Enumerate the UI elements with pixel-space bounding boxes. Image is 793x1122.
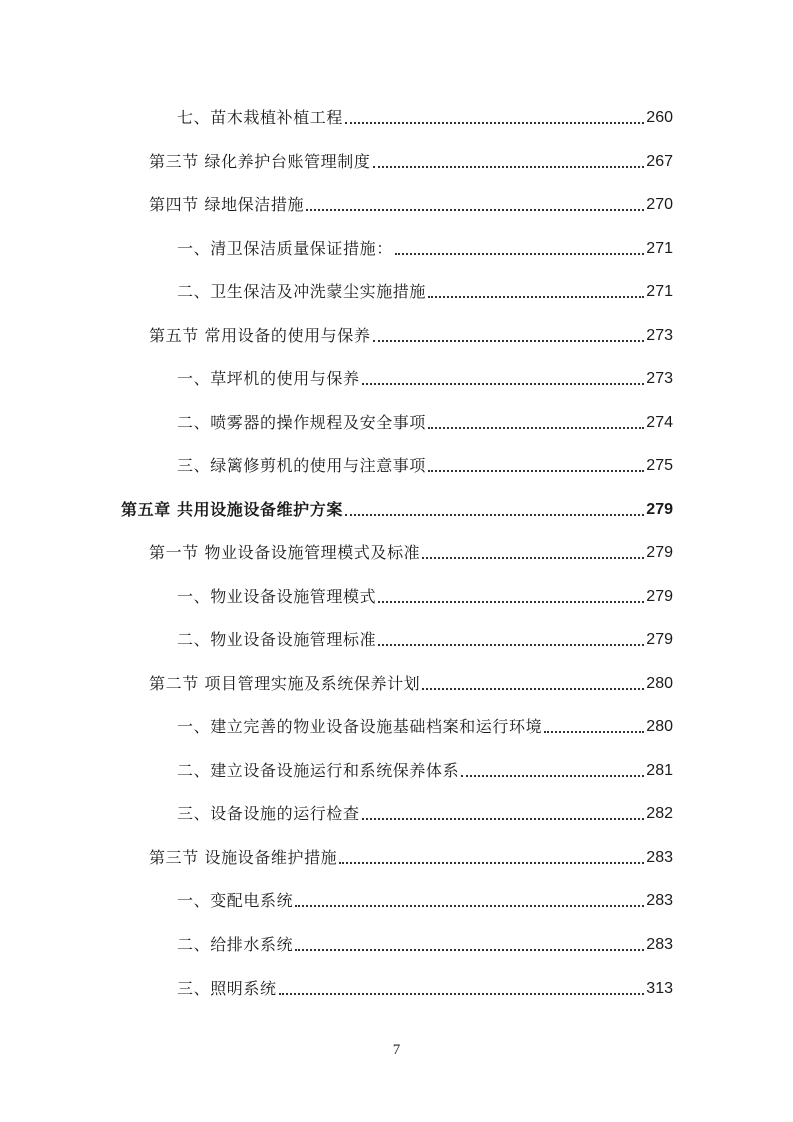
- dot-leader: [279, 993, 645, 995]
- toc-entry-page: 271: [646, 283, 673, 300]
- toc-entry[interactable]: [177, 365, 673, 389]
- dot-leader: [295, 949, 644, 951]
- toc-entry-page: 260: [646, 109, 673, 126]
- toc-entry-page: 275: [646, 457, 673, 474]
- toc-entry-title: 第四节 绿地保洁措施: [149, 195, 305, 214]
- toc-entry[interactable]: [177, 104, 673, 128]
- dot-leader: [461, 775, 644, 777]
- toc-entry-page: 281: [646, 762, 673, 779]
- dot-leader: [362, 818, 645, 820]
- toc-entry-page: 283: [646, 892, 673, 909]
- toc-entry[interactable]: [177, 452, 673, 476]
- dot-leader: [373, 340, 645, 342]
- toc-entry-page: 279: [646, 501, 673, 518]
- toc-entry-page: 267: [646, 153, 673, 170]
- toc-entry[interactable]: [177, 409, 673, 433]
- dot-leader: [362, 383, 645, 385]
- toc-entry[interactable]: [177, 975, 673, 999]
- toc-entry-title: 一、变配电系统: [177, 891, 294, 910]
- toc-entry[interactable]: [177, 931, 673, 955]
- toc-entry-title: 第五章 共用设施设备维护方案: [121, 500, 343, 519]
- toc-entry[interactable]: [149, 148, 673, 172]
- toc-entry[interactable]: [177, 757, 673, 781]
- dot-leader: [422, 688, 644, 690]
- dot-leader: [428, 296, 644, 298]
- toc-entry-title: 第三节 绿化养护台账管理制度: [149, 152, 371, 171]
- toc-entry-title: 七、苗木栽植补植工程: [177, 108, 344, 127]
- toc-entry-title: 一、建立完善的物业设备设施基础档案和运行环境: [177, 717, 543, 736]
- toc-entry-title: 二、物业设备设施管理标准: [177, 630, 377, 649]
- toc-entry[interactable]: [177, 887, 673, 911]
- toc-entry[interactable]: [177, 626, 673, 650]
- toc-entry[interactable]: [177, 800, 673, 824]
- dot-leader: [422, 557, 644, 559]
- toc-entry-title: 第三节 设施设备维护措施: [149, 848, 338, 867]
- toc-entry-page: 271: [646, 240, 673, 257]
- toc-entry-page: 270: [646, 196, 673, 213]
- dot-leader: [544, 731, 644, 733]
- dot-leader: [345, 514, 644, 516]
- toc-entry[interactable]: [149, 844, 673, 868]
- toc-entry-title: 三、设备设施的运行检查: [177, 804, 360, 823]
- toc-entry-title: 第五节 常用设备的使用与保养: [149, 326, 371, 345]
- toc-entry[interactable]: [149, 322, 673, 346]
- dot-leader: [295, 905, 644, 907]
- toc-entry-page: 313: [646, 980, 673, 997]
- toc-entry-page: 279: [646, 544, 673, 561]
- toc-entry[interactable]: [149, 191, 673, 215]
- toc-entry[interactable]: [177, 583, 673, 607]
- toc-entry-title: 二、喷雾器的操作规程及安全事项: [177, 413, 427, 432]
- toc-entry[interactable]: [177, 278, 673, 302]
- toc-entry-page: 273: [646, 370, 673, 387]
- toc-entry-title: 第一节 物业设备设施管理模式及标准: [149, 543, 421, 562]
- dot-leader: [378, 644, 644, 646]
- dot-leader: [378, 601, 644, 603]
- toc-entry-page: 280: [646, 718, 673, 735]
- toc-entry-title: 三、照明系统: [177, 979, 277, 998]
- dot-leader: [395, 253, 644, 255]
- toc-entry-page: 273: [646, 327, 673, 344]
- toc-entry-page: 283: [646, 936, 673, 953]
- toc-entry-page: 274: [646, 414, 673, 431]
- dot-leader: [428, 470, 644, 472]
- toc-entry-title: 三、绿篱修剪机的使用与注意事项: [177, 456, 427, 475]
- toc-entry-title: 二、建立设备设施运行和系统保养体系: [177, 761, 460, 780]
- toc-entry-title: 一、物业设备设施管理模式: [177, 587, 377, 606]
- dot-leader: [339, 862, 644, 864]
- dot-leader: [345, 122, 644, 124]
- dot-leader: [373, 166, 645, 168]
- toc-entry[interactable]: [177, 235, 673, 259]
- toc-entry-title: 第二节 项目管理实施及系统保养计划: [149, 674, 421, 693]
- toc-chapter-entry[interactable]: [121, 496, 673, 520]
- toc-entry-title: 二、给排水系统: [177, 935, 294, 954]
- toc-entry-page: 282: [646, 805, 673, 822]
- dot-leader: [428, 427, 644, 429]
- dot-leader: [306, 209, 644, 211]
- toc-entry-title: 一、清卫保洁质量保证措施：: [177, 239, 393, 258]
- toc-entry-page: 279: [646, 631, 673, 648]
- toc-entry-page: 279: [646, 588, 673, 605]
- toc-entry[interactable]: [149, 670, 673, 694]
- toc-entry[interactable]: [177, 713, 673, 737]
- toc-entry[interactable]: [149, 539, 673, 563]
- toc-entry-title: 二、卫生保洁及冲洗蒙尘实施措施: [177, 282, 427, 301]
- toc-entry-title: 一、草坪机的使用与保养: [177, 369, 360, 388]
- page-number: 7: [392, 1042, 401, 1058]
- toc-entry-page: 283: [646, 849, 673, 866]
- toc-entry-page: 280: [646, 675, 673, 692]
